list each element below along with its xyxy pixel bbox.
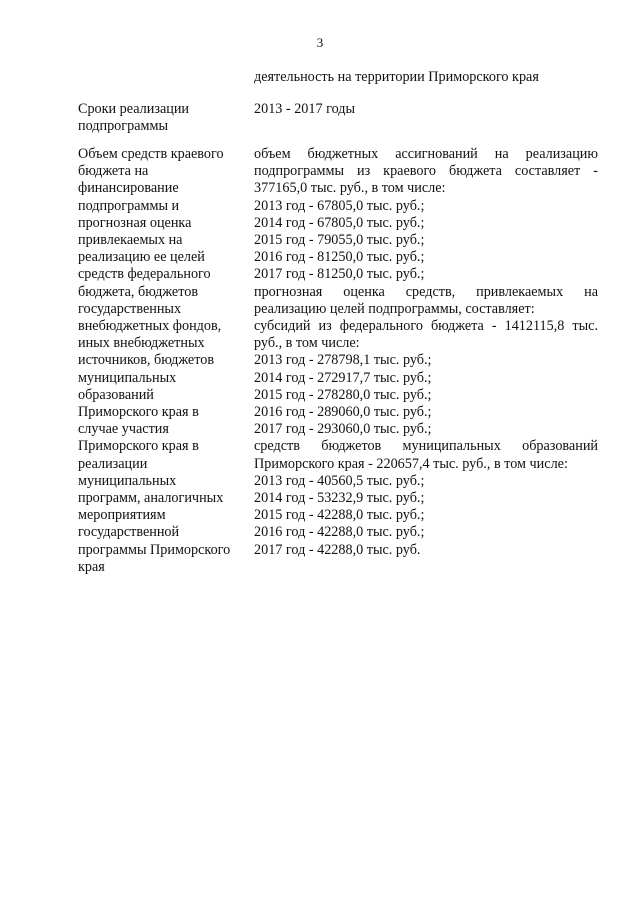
funding-label-line: программы Приморского bbox=[78, 541, 231, 558]
funding-label-line: привлекаемых на bbox=[78, 232, 183, 249]
funding-label-line: прогнозная оценка bbox=[78, 214, 192, 231]
federal-subsidy-year-line: 2016 год - 289060,0 тыс. руб.; bbox=[254, 404, 432, 421]
funding-label-line: Объем средств краевого bbox=[78, 146, 224, 162]
federal-subsidy-year-line: 2015 год - 278280,0 тыс. руб.; bbox=[254, 386, 432, 403]
regional-budget-year-line: 2015 год - 79055,0 тыс. руб.; bbox=[254, 232, 425, 249]
funding-label-line: подпрограммы и bbox=[78, 197, 180, 214]
regional-budget-intro-line: подпрограммы из краевого бюджета составляет - bbox=[254, 163, 598, 180]
forecast-intro-line: прогнозная оценка средств, привлекаемых на bbox=[254, 283, 598, 300]
funding-label-line: программ, аналогичных bbox=[78, 490, 224, 507]
terms-label-line: подпрограммы bbox=[78, 118, 168, 135]
funding-label-line: государственных bbox=[78, 300, 182, 317]
continuation-label-cell bbox=[78, 69, 254, 86]
regional-budget-total: 377165,0 тыс. руб., в том числе: bbox=[254, 180, 446, 197]
funding-label-line: источников, бюджетов bbox=[78, 352, 215, 369]
funding-label-line: Приморского края в bbox=[78, 438, 199, 455]
funding-label-line: образований bbox=[78, 386, 154, 403]
municipal-budget-year-line: 2017 год - 42288,0 тыс. руб. bbox=[254, 541, 421, 558]
municipal-budget-total: Приморского края - 220657,4 тыс. руб., в том числе: bbox=[254, 455, 568, 472]
continuation-value-cell bbox=[254, 69, 598, 86]
funding-label-line: внебюджетных фондов, bbox=[78, 318, 222, 335]
funding-label-line: муниципальных bbox=[78, 472, 177, 489]
federal-subsidy-year-line: 2017 год - 293060,0 тыс. руб.; bbox=[254, 421, 432, 438]
municipal-budget-year-line: 2016 год - 42288,0 тыс. руб.; bbox=[254, 524, 425, 541]
passport-funding-row bbox=[78, 146, 598, 576]
terms-value: 2013 - 2017 годы bbox=[254, 101, 356, 117]
funding-label-line: Приморского края в bbox=[78, 404, 199, 421]
funding-label-cell bbox=[78, 146, 254, 576]
forecast-intro-line: реализацию целей подпрограммы, составляет: bbox=[254, 300, 535, 317]
regional-budget-year-line: 2014 год - 67805,0 тыс. руб.; bbox=[254, 214, 425, 231]
funding-label-line: государственной bbox=[78, 524, 180, 541]
funding-label-line: бюджета, бюджетов bbox=[78, 283, 199, 300]
funding-label-line: иных внебюджетных bbox=[78, 335, 205, 352]
passport-continuation-row bbox=[78, 69, 598, 86]
federal-subsidy-total: субсидий из федерального бюджета - 1412115,8 тыс. bbox=[254, 318, 598, 335]
municipal-budget-intro-line: средств бюджетов муниципальных образований bbox=[254, 438, 598, 455]
terms-value-cell bbox=[254, 101, 598, 135]
funding-label-line: муниципальных bbox=[78, 369, 177, 386]
funding-value-cell bbox=[254, 146, 598, 576]
terms-label-cell bbox=[78, 101, 254, 135]
regional-budget-year-line: 2017 год - 81250,0 тыс. руб.; bbox=[254, 266, 425, 283]
federal-subsidy-total: руб., в том числе: bbox=[254, 335, 360, 352]
passport-terms-row bbox=[78, 101, 598, 135]
municipal-budget-year-line: 2015 год - 42288,0 тыс. руб.; bbox=[254, 507, 425, 524]
funding-label-line: реализацию ее целей bbox=[78, 249, 205, 266]
regional-budget-intro-line: объем бюджетных ассигнований на реализацию bbox=[254, 146, 598, 162]
municipal-budget-year-line: 2013 год - 40560,5 тыс. руб.; bbox=[254, 472, 425, 489]
funding-label-line: бюджета на bbox=[78, 163, 149, 180]
funding-label-line: случае участия bbox=[78, 421, 169, 438]
funding-label-line: средств федерального bbox=[78, 266, 211, 283]
funding-label-line: мероприятиям bbox=[78, 507, 166, 524]
continuation-text: деятельность на территории Приморского края bbox=[254, 69, 539, 85]
federal-subsidy-year-line: 2014 год - 272917,7 тыс. руб.; bbox=[254, 369, 432, 386]
municipal-budget-year-line: 2014 год - 53232,9 тыс. руб.; bbox=[254, 490, 425, 507]
federal-subsidy-year-line: 2013 год - 278798,1 тыс. руб.; bbox=[254, 352, 432, 369]
regional-budget-year-line: 2016 год - 81250,0 тыс. руб.; bbox=[254, 249, 425, 266]
funding-label-line: края bbox=[78, 558, 105, 575]
page-number: 3 bbox=[316, 35, 324, 50]
terms-label-line: Сроки реализации bbox=[78, 101, 190, 117]
regional-budget-year-line: 2013 год - 67805,0 тыс. руб.; bbox=[254, 197, 425, 214]
funding-label-line: финансирование bbox=[78, 180, 179, 197]
funding-label-line: реализации bbox=[78, 455, 148, 472]
